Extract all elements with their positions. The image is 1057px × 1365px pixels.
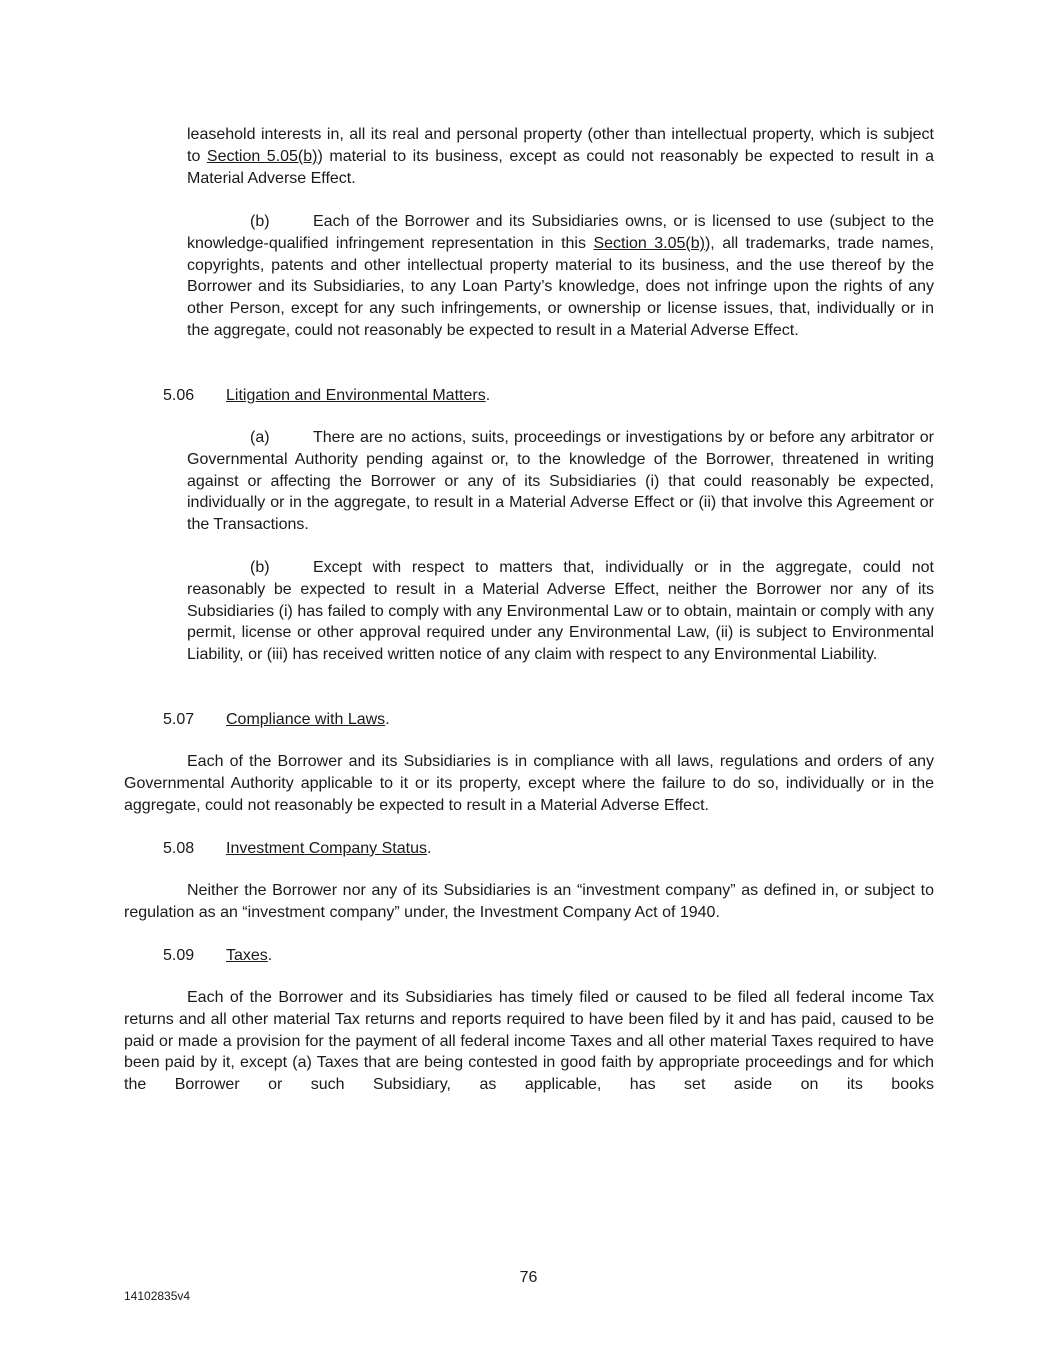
punctuation: .	[267, 947, 273, 964]
section-reference-link: Section 5.05(b)	[206, 147, 318, 165]
text: There are no actions, suits, proceedings or investigations by or before any arbitrator or Governmental Authority pending against or, to the knowledge of the Borrower, threatened in writing against or affecting the Borrower or any of its Subsidiaries (i) that could reasonably be expected, individually or in the aggregate, to result in a Material Adverse Effect or (ii) that involve this Agreement or the Transactions.	[187, 429, 934, 534]
text: ), all trademarks, trade names, copyrights, patents and other intellectual property material to its business, and the use thereof by the Borrower and its Subsidiaries, to any Loan Party’s knowledge, does not infringe upon the rights of any other Person, except for any such infringements, or ownership or license issues, that, individually or in the aggregate, could not reasonably be expected to result in a Material Adverse Effect.	[187, 234, 935, 339]
text: Each of the Borrower and its Subsidiaries owns, or is licensed to use (subject to the knowledge-qualified infringement representation in this	[187, 213, 934, 252]
clause-label: (a)	[250, 429, 270, 446]
paragraph-b	[187, 211, 934, 342]
section-number: 5.06	[163, 387, 195, 404]
paragraph-5-06-b	[187, 557, 934, 666]
section-reference-link: Section 3.05(b)	[593, 234, 705, 252]
section-title: Taxes	[226, 947, 268, 964]
text: Each of the Borrower and its Subsidiaries has timely filed or caused to be filed all federal income Tax returns and all other material Tax returns and reports required to have been filed by it and has paid, caused to be paid or made a provision for the payment of all federal income Taxes and all other material Taxes required to have been paid by it, except (a) Taxes that are being contested in good faith by appropriate proceedings and for which the Borrower or such Subsidiary, as applicable, has set aside on its books	[124, 989, 934, 1094]
paragraph-5-09	[124, 987, 934, 1096]
clause-label: (b)	[250, 559, 270, 576]
document-id: 14102835v4	[124, 1289, 191, 1303]
section-heading-5-07	[163, 709, 390, 731]
clause-label: (b)	[250, 213, 270, 230]
page-number: 76	[519, 1269, 538, 1286]
text: Except with respect to matters that, individually or in the aggregate, could not reasonably be expected to result in a Material Adverse Effect, neither the Borrower nor any of its Subsidiaries (i) has failed to comply with any Environmental Law or to obtain, maintain or comply with any permit, license or other approval required under any Environmental Law, (ii) is subject to Environmental Liability, or (iii) has received written notice of any claim with respect to any Environmental Liability.	[187, 559, 934, 664]
section-number: 5.07	[163, 711, 195, 728]
punctuation: .	[485, 387, 491, 404]
section-title: Investment Company Status	[226, 840, 427, 857]
text: ) material to its business, except as could not reasonably be expected to result in a Material Adverse Effect.	[187, 147, 935, 187]
section-heading-5-06	[163, 385, 490, 407]
paragraph-5-06-a	[187, 427, 934, 536]
paragraph-5-07	[124, 751, 934, 816]
section-heading-5-09	[163, 945, 272, 967]
section-title: Compliance with Laws	[226, 711, 386, 728]
text: Neither the Borrower nor any of its Subsidiaries is an “investment company” as defined in, or subject to regulation as an “investment company” under, the Investment Company Act of 1940.	[124, 882, 934, 921]
section-number: 5.08	[163, 840, 195, 857]
text: leasehold interests in, all its real and personal property (other than intellectual property, which is subject to	[187, 126, 934, 165]
section-number: 5.09	[163, 947, 195, 964]
paragraph-5-08	[124, 880, 934, 924]
punctuation: .	[426, 840, 432, 857]
section-heading-5-08	[163, 838, 431, 860]
punctuation: .	[385, 711, 390, 728]
section-title: Litigation and Environmental Matters	[226, 387, 486, 404]
paragraph-a-continued	[187, 124, 934, 189]
text: Each of the Borrower and its Subsidiaries is in compliance with all laws, regulations and orders of any Governmental Authority applicable to it or its property, except where the failure to do so, individually or in the aggregate, could not reasonably be expected to result in a Material Adverse Effect.	[124, 753, 934, 814]
